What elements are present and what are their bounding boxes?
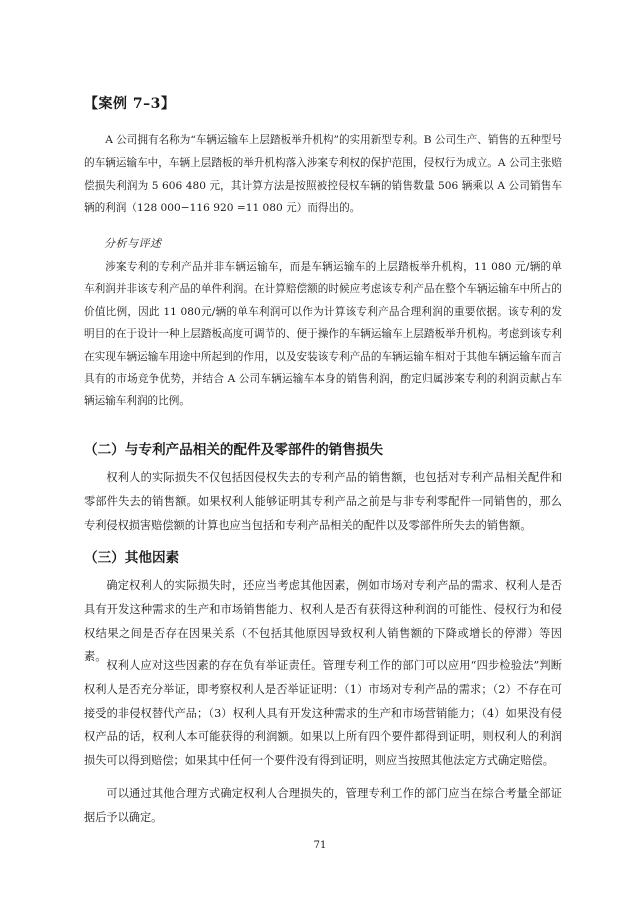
page-number: 71 <box>313 840 327 851</box>
section3-paragraph-1: 确定权利人的实际损失时，还应当考虑其他因素，例如市场对专利产品的需求、权利人是否具有开发这种需求的生产和市场销售能力、权利人是否有获得这种利润的可能性、侵权行为和侵权结果之间是否存在因果关系（不包括其他原因导致权利人销售额的下降或增长的停滞）等因素。 <box>84 579 562 664</box>
analysis-paragraph: 涉案专利的专利产品并非车辆运输车，而是车辆运输车的上层踏板举升机构，11 080 元/辆的单车利润并非该专利产品的单件利润。在计算赔偿额的时候应考虑该专利产品在整个车辆运输车中所占的价值比例，因此 11 080元/辆的单车利润可以作为计算该专利产品合理利润的重要依据。该专利的发明目的在于设计一种上层踏板高度可调节的、便于操作的车辆运输车上层踏板举升机构。考虑到该专利在实现车辆运输车用途中所起到的作用，以及安装该专利产品的车辆运输车相对于其他车辆运输车而言具有的市场竞争优势，并结合 A 公司车辆运输车本身的销售利润，酌定归属涉案专利的利润贡献占车辆运输车利润的比例。 <box>84 261 562 408</box>
analysis-label: 分析与评述 <box>104 237 162 250</box>
section3-paragraph-3: 可以通过其他合理方式确定权利人合理损失的，管理专利工作的部门应当在综合考量全部证据后予以确定。 <box>84 787 562 824</box>
section2-heading: （二）与专利产品相关的配件及零部件的销售损失 <box>84 442 384 458</box>
section2-paragraph: 权利人的实际损失不仅包括因侵权失去的专利产品的销售额，也包括对专利产品相关配件和零部件失去的销售额。如果权利人能够证明其专利产品之前是与非专利零配件一同销售的，那么专利侵权损害赔偿额的计算也应当包括和专利产品相关的配件以及零部件所失去的销售额。 <box>84 471 562 532</box>
case-heading: 【案例 7–3】 <box>84 96 176 112</box>
case-paragraph: A 公司拥有名称为“车辆运输车上层踏板举升机构”的实用新型专利。B 公司生产、销售的五种型号的车辆运输车中，车辆上层踏板的举升机构落入涉案专利权的保护范围，侵权行为成立。A 公司主张赔偿损失利润为 5 606 480 元，其计算方法是按照被控侵权车辆的销售数量 506 辆乘以 A 公司销售车辆的利润（128 000−116 920 =11 080 元）而得出的。 <box>84 134 562 215</box>
section3-paragraph-2: 权利人应对这些因素的存在负有举证责任。管理专利工作的部门可以应用“四步检验法”判断权利人是否充分举证，即考察权利人是否举证证明：（1）市场对专利产品的需求；（2）不存在可接受的非侵权替代产品；（3）权利人具有开发这种需求的生产和市场营销能力；（4）如果没有侵权产品的话，权利人本可能获得的利润额。如果以上所有四个要件都得到证明，则权利人的利润损失可以得到赔偿；如果其中任何一个要件没有得到证明，则应当按照其他法定方式确定赔偿。 <box>84 659 562 768</box>
section3-heading: （三）其他因素 <box>84 550 180 566</box>
